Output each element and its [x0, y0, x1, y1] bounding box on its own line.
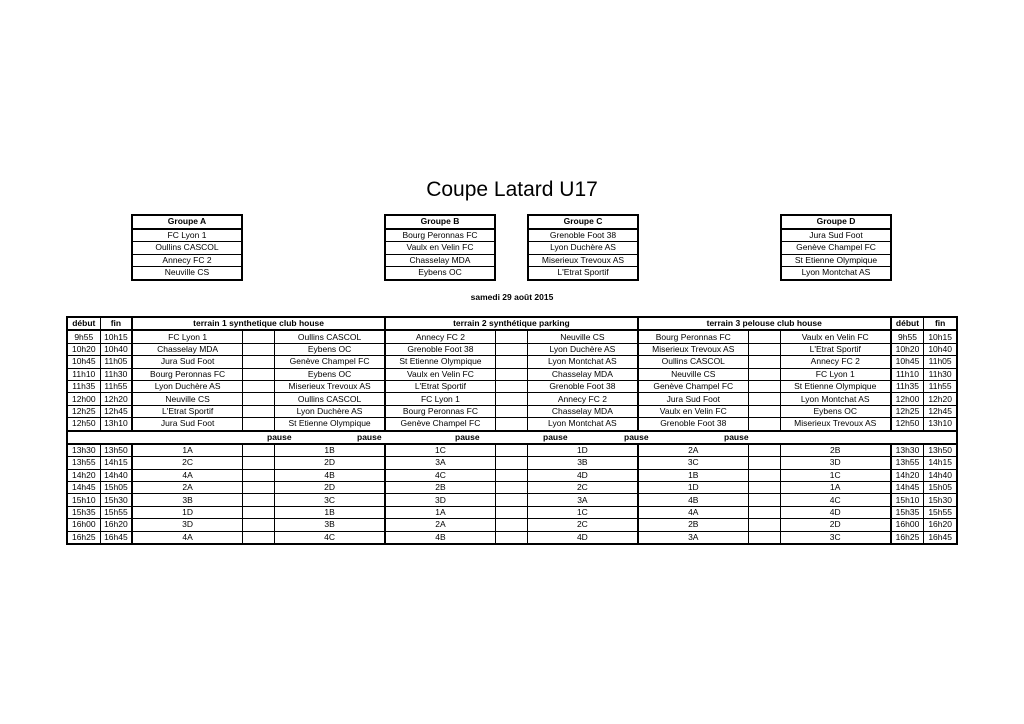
- header-terrain-3: terrain 3 pelouse club house: [638, 317, 891, 330]
- time-end: 14h15: [100, 457, 132, 469]
- header-terrain-1: terrain 1 synthetique club house: [132, 317, 385, 330]
- score-cell: [748, 418, 780, 431]
- score-cell: [243, 469, 275, 481]
- score-cell: [495, 343, 527, 355]
- score-cell: [748, 405, 780, 417]
- group-team: Chasselay MDA: [385, 254, 495, 267]
- score-cell: [748, 368, 780, 380]
- score-cell: [495, 494, 527, 506]
- time-start: 14h20: [67, 469, 100, 481]
- team-away: 3C: [275, 494, 385, 506]
- final-row: [67, 506, 957, 518]
- time-end-right: 11h55: [924, 380, 957, 392]
- time-end-right: 14h40: [924, 469, 957, 481]
- team-away: 2D: [780, 519, 890, 531]
- team-away: Lyon Duchère AS: [275, 405, 385, 417]
- team-away: 3B: [527, 457, 637, 469]
- team-away: Lyon Montchat AS: [780, 393, 890, 405]
- schedule-table: [66, 316, 958, 545]
- score-cell: [243, 457, 275, 469]
- time-start: 13h55: [67, 457, 100, 469]
- team-away: St Etienne Olympique: [275, 418, 385, 431]
- score-cell: [495, 506, 527, 518]
- time-end-right: 14h15: [924, 457, 957, 469]
- final-row: [67, 457, 957, 469]
- team-home: Bourg Peronnas FC: [638, 330, 748, 343]
- score-cell: [243, 405, 275, 417]
- match-row: [67, 368, 957, 380]
- time-start: 16h25: [67, 531, 100, 544]
- pause-cell: [67, 431, 957, 444]
- team-away: FC Lyon 1: [780, 368, 890, 380]
- team-home: Bourg Peronnas FC: [132, 368, 242, 380]
- score-cell: [495, 531, 527, 544]
- time-start-right: 16h25: [891, 531, 924, 544]
- team-away: 4D: [780, 506, 890, 518]
- header-debut: début: [67, 317, 100, 330]
- time-start-right: 12h50: [891, 418, 924, 431]
- team-home: 3D: [132, 519, 242, 531]
- team-away: L'Etrat Sportif: [780, 343, 890, 355]
- score-cell: [748, 343, 780, 355]
- team-away: Neuville CS: [527, 330, 637, 343]
- group-team: Bourg Peronnas FC: [385, 229, 495, 242]
- score-cell: [495, 444, 527, 457]
- score-cell: [748, 494, 780, 506]
- score-cell: [748, 531, 780, 544]
- team-home: St Etienne Olympique: [385, 356, 495, 368]
- group-team: Genève Champel FC: [781, 242, 891, 255]
- team-away: 3D: [780, 457, 890, 469]
- team-home: L'Etrat Sportif: [132, 405, 242, 417]
- team-home: 2B: [638, 519, 748, 531]
- score-cell: [495, 519, 527, 531]
- score-cell: [243, 482, 275, 494]
- score-cell: [495, 469, 527, 481]
- team-away: Annecy FC 2: [780, 356, 890, 368]
- group-team: Lyon Duchère AS: [528, 242, 638, 255]
- team-home: Bourg Peronnas FC: [385, 405, 495, 417]
- team-home: 4A: [132, 531, 242, 544]
- score-cell: [495, 482, 527, 494]
- score-cell: [243, 330, 275, 343]
- team-away: 1B: [275, 444, 385, 457]
- team-away: 2C: [527, 519, 637, 531]
- score-cell: [748, 457, 780, 469]
- team-away: St Etienne Olympique: [780, 380, 890, 392]
- team-home: 3B: [132, 494, 242, 506]
- time-start: 10h45: [67, 356, 100, 368]
- team-home: 2C: [132, 457, 242, 469]
- time-start-right: 12h00: [891, 393, 924, 405]
- time-end: 10h40: [100, 343, 132, 355]
- time-end: 12h45: [100, 405, 132, 417]
- team-home: 4C: [385, 469, 495, 481]
- score-cell: [243, 506, 275, 518]
- team-home: 3A: [638, 531, 748, 544]
- group-c-table: [527, 214, 639, 281]
- pause-label: pause: [624, 431, 649, 442]
- team-home: L'Etrat Sportif: [385, 380, 495, 392]
- match-row: [67, 418, 957, 431]
- page-title: Coupe Latard U17: [426, 178, 598, 201]
- time-end-right: 13h10: [924, 418, 957, 431]
- match-row: [67, 330, 957, 343]
- score-cell: [243, 368, 275, 380]
- team-home: Grenoble Foot 38: [385, 343, 495, 355]
- score-cell: [243, 444, 275, 457]
- score-cell: [243, 380, 275, 392]
- time-end: 15h55: [100, 506, 132, 518]
- group-stage-rows: [67, 330, 957, 430]
- time-start: 13h30: [67, 444, 100, 457]
- pause-label: pause: [357, 431, 382, 442]
- score-cell: [495, 393, 527, 405]
- group-team: Oullins CASCOL: [132, 242, 242, 255]
- final-row: [67, 444, 957, 457]
- team-home: 4B: [385, 531, 495, 544]
- time-end: 15h30: [100, 494, 132, 506]
- team-home: 4A: [638, 506, 748, 518]
- final-row: [67, 482, 957, 494]
- team-away: Chasselay MDA: [527, 405, 637, 417]
- time-start: 16h00: [67, 519, 100, 531]
- team-home: 2A: [132, 482, 242, 494]
- score-cell: [495, 418, 527, 431]
- team-away: 1D: [527, 444, 637, 457]
- pause-label: pause: [267, 431, 292, 442]
- time-end-right: 12h20: [924, 393, 957, 405]
- team-away: Eybens OC: [275, 343, 385, 355]
- team-away: Lyon Montchat AS: [527, 356, 637, 368]
- group-team: Miserieux Trevoux AS: [528, 254, 638, 267]
- team-home: Lyon Duchère AS: [132, 380, 242, 392]
- time-start-right: 9h55: [891, 330, 924, 343]
- time-start-right: 16h00: [891, 519, 924, 531]
- team-home: Vaulx en Velin FC: [385, 368, 495, 380]
- score-cell: [243, 418, 275, 431]
- header-fin-right: fin: [924, 317, 957, 330]
- team-away: Miserieux Trevoux AS: [780, 418, 890, 431]
- team-home: 1D: [638, 482, 748, 494]
- score-cell: [748, 393, 780, 405]
- score-cell: [495, 356, 527, 368]
- team-home: 1B: [638, 469, 748, 481]
- team-home: Chasselay MDA: [132, 343, 242, 355]
- time-start-right: 13h30: [891, 444, 924, 457]
- team-home: Jura Sud Foot: [132, 356, 242, 368]
- team-home: FC Lyon 1: [385, 393, 495, 405]
- team-away: Vaulx en Velin FC: [780, 330, 890, 343]
- time-start: 14h45: [67, 482, 100, 494]
- group-team: Annecy FC 2: [132, 254, 242, 267]
- group-team: Lyon Montchat AS: [781, 267, 891, 280]
- team-home: 4B: [638, 494, 748, 506]
- header-fin: fin: [100, 317, 132, 330]
- score-cell: [243, 531, 275, 544]
- time-start: 10h20: [67, 343, 100, 355]
- pause-row: [67, 431, 957, 444]
- score-cell: [243, 343, 275, 355]
- time-start: 9h55: [67, 330, 100, 343]
- group-team: Grenoble Foot 38: [528, 229, 638, 242]
- time-start: 11h35: [67, 380, 100, 392]
- match-row: [67, 343, 957, 355]
- team-home: 1A: [385, 506, 495, 518]
- time-end: 14h40: [100, 469, 132, 481]
- time-start: 12h50: [67, 418, 100, 431]
- time-end-right: 16h45: [924, 531, 957, 544]
- group-team: L'Etrat Sportif: [528, 267, 638, 280]
- score-cell: [748, 482, 780, 494]
- team-home: Jura Sud Foot: [132, 418, 242, 431]
- team-home: Grenoble Foot 38: [638, 418, 748, 431]
- team-home: 1A: [132, 444, 242, 457]
- team-home: Genève Champel FC: [638, 380, 748, 392]
- team-away: 2D: [275, 457, 385, 469]
- score-cell: [495, 457, 527, 469]
- group-b-header: Groupe B: [385, 215, 495, 229]
- time-start-right: 10h45: [891, 356, 924, 368]
- team-away: 1C: [780, 469, 890, 481]
- time-end: 16h20: [100, 519, 132, 531]
- team-away: 2D: [275, 482, 385, 494]
- team-away: 3C: [780, 531, 890, 544]
- score-cell: [243, 393, 275, 405]
- group-d-table: [780, 214, 892, 281]
- score-cell: [748, 380, 780, 392]
- team-away: 2B: [780, 444, 890, 457]
- time-start-right: 11h35: [891, 380, 924, 392]
- time-start-right: 14h45: [891, 482, 924, 494]
- team-home: 1C: [385, 444, 495, 457]
- time-end: 15h05: [100, 482, 132, 494]
- match-row: [67, 393, 957, 405]
- time-start-right: 15h10: [891, 494, 924, 506]
- time-start: 11h10: [67, 368, 100, 380]
- team-home: Neuville CS: [132, 393, 242, 405]
- time-end: 10h15: [100, 330, 132, 343]
- time-end: 13h50: [100, 444, 132, 457]
- score-cell: [495, 405, 527, 417]
- team-away: Chasselay MDA: [527, 368, 637, 380]
- team-away: 4D: [527, 531, 637, 544]
- team-away: Lyon Duchère AS: [527, 343, 637, 355]
- team-home: Genève Champel FC: [385, 418, 495, 431]
- team-away: Eybens OC: [275, 368, 385, 380]
- team-home: 2A: [385, 519, 495, 531]
- team-away: Grenoble Foot 38: [527, 380, 637, 392]
- pause-label: pause: [455, 431, 480, 442]
- final-row: [67, 494, 957, 506]
- header-debut-right: début: [891, 317, 924, 330]
- schedule-header-row: [67, 317, 957, 330]
- time-end-right: 16h20: [924, 519, 957, 531]
- final-row: [67, 469, 957, 481]
- team-away: Lyon Montchat AS: [527, 418, 637, 431]
- match-row: [67, 405, 957, 417]
- team-home: 3C: [638, 457, 748, 469]
- time-end: 16h45: [100, 531, 132, 544]
- time-start-right: 14h20: [891, 469, 924, 481]
- time-start-right: 11h10: [891, 368, 924, 380]
- time-end-right: 10h40: [924, 343, 957, 355]
- score-cell: [243, 494, 275, 506]
- finals-rows: [67, 444, 957, 544]
- team-home: 4A: [132, 469, 242, 481]
- time-start: 15h10: [67, 494, 100, 506]
- time-start: 15h35: [67, 506, 100, 518]
- time-start-right: 10h20: [891, 343, 924, 355]
- team-home: 3A: [385, 457, 495, 469]
- time-end: 11h55: [100, 380, 132, 392]
- time-end-right: 11h05: [924, 356, 957, 368]
- team-away: Oullins CASCOL: [275, 393, 385, 405]
- time-start-right: 13h55: [891, 457, 924, 469]
- time-end: 11h30: [100, 368, 132, 380]
- score-cell: [748, 506, 780, 518]
- team-away: 2C: [527, 482, 637, 494]
- team-home: Neuville CS: [638, 368, 748, 380]
- team-home: Miserieux Trevoux AS: [638, 343, 748, 355]
- pause-label: pause: [543, 431, 568, 442]
- team-away: 4C: [275, 531, 385, 544]
- time-end: 12h20: [100, 393, 132, 405]
- time-start-right: 15h35: [891, 506, 924, 518]
- time-end-right: 10h15: [924, 330, 957, 343]
- team-away: 1C: [527, 506, 637, 518]
- team-away: 1A: [780, 482, 890, 494]
- time-end-right: 15h55: [924, 506, 957, 518]
- group-team: Jura Sud Foot: [781, 229, 891, 242]
- team-away: 4D: [527, 469, 637, 481]
- team-away: 3B: [275, 519, 385, 531]
- group-team: Vaulx en Velin FC: [385, 242, 495, 255]
- group-team: Neuville CS: [132, 267, 242, 280]
- team-home: Jura Sud Foot: [638, 393, 748, 405]
- team-home: 2B: [385, 482, 495, 494]
- group-c-header: Groupe C: [528, 215, 638, 229]
- time-start: 12h25: [67, 405, 100, 417]
- group-team: Eybens OC: [385, 267, 495, 280]
- score-cell: [243, 519, 275, 531]
- score-cell: [495, 330, 527, 343]
- time-end-right: 15h05: [924, 482, 957, 494]
- score-cell: [748, 469, 780, 481]
- time-end-right: 12h45: [924, 405, 957, 417]
- schedule-date: samedi 29 août 2015: [470, 292, 554, 302]
- pause-label: pause: [724, 431, 749, 442]
- team-home: 2A: [638, 444, 748, 457]
- group-b-table: [384, 214, 496, 281]
- team-away: Miserieux Trevoux AS: [275, 380, 385, 392]
- match-row: [67, 356, 957, 368]
- score-cell: [748, 330, 780, 343]
- team-home: FC Lyon 1: [132, 330, 242, 343]
- score-cell: [748, 444, 780, 457]
- score-cell: [495, 368, 527, 380]
- team-away: Oullins CASCOL: [275, 330, 385, 343]
- team-away: 4C: [780, 494, 890, 506]
- team-away: Eybens OC: [780, 405, 890, 417]
- final-row: [67, 519, 957, 531]
- team-away: 1B: [275, 506, 385, 518]
- match-row: [67, 380, 957, 392]
- group-a-table: [131, 214, 243, 281]
- time-end-right: 13h50: [924, 444, 957, 457]
- group-team: St Etienne Olympique: [781, 254, 891, 267]
- score-cell: [748, 519, 780, 531]
- time-end: 11h05: [100, 356, 132, 368]
- team-home: 1D: [132, 506, 242, 518]
- team-home: Vaulx en Velin FC: [638, 405, 748, 417]
- team-home: Annecy FC 2: [385, 330, 495, 343]
- group-d-header: Groupe D: [781, 215, 891, 229]
- score-cell: [495, 380, 527, 392]
- time-start-right: 12h25: [891, 405, 924, 417]
- team-home: 3D: [385, 494, 495, 506]
- team-away: 4B: [275, 469, 385, 481]
- team-home: Oullins CASCOL: [638, 356, 748, 368]
- score-cell: [748, 356, 780, 368]
- team-away: 3A: [527, 494, 637, 506]
- time-end: 13h10: [100, 418, 132, 431]
- score-cell: [243, 356, 275, 368]
- time-end-right: 15h30: [924, 494, 957, 506]
- team-away: Annecy FC 2: [527, 393, 637, 405]
- pause-labels: [68, 432, 956, 443]
- final-row: [67, 531, 957, 544]
- header-terrain-2: terrain 2 synthétique parking: [385, 317, 638, 330]
- time-end-right: 11h30: [924, 368, 957, 380]
- group-a-header: Groupe A: [132, 215, 242, 229]
- time-start: 12h00: [67, 393, 100, 405]
- group-team: FC Lyon 1: [132, 229, 242, 242]
- team-away: Genève Champel FC: [275, 356, 385, 368]
